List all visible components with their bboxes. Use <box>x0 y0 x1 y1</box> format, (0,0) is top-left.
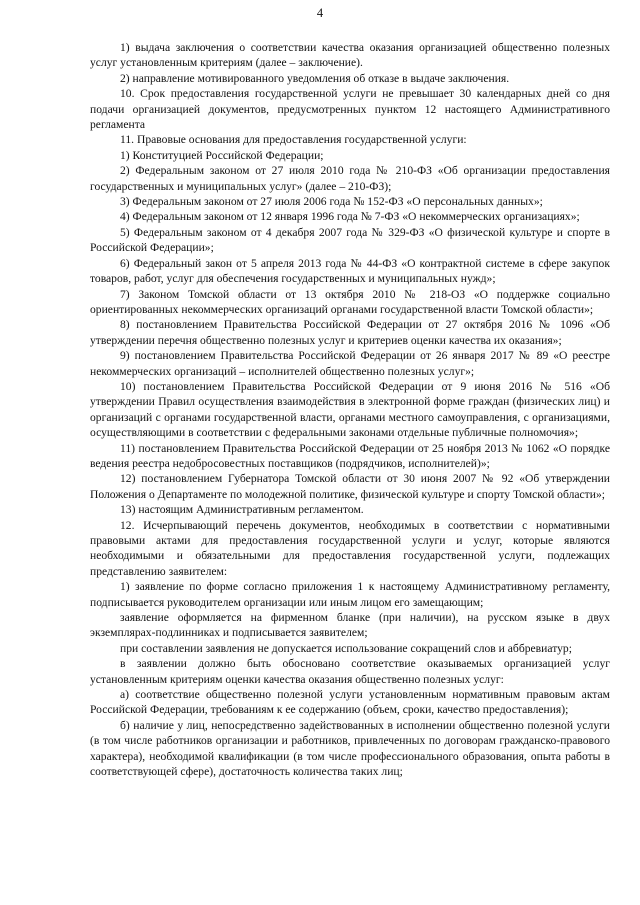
paragraph-8: 4) Федеральным законом от 12 января 1996 года № 7-ФЗ «О некоммерческих организациях»; <box>120 210 580 224</box>
paragraph-7: 3) Федеральным законом от 27 июля 2006 года № 152-ФЗ «О персональных данных»; <box>120 195 543 209</box>
paragraph-6: 2) Федеральным законом от 27 июля 2010 года № 210-ФЗ «Об организации предоставления государственных и муниципальных услуг» (далее – 210-ФЗ); <box>90 164 610 193</box>
paragraph-16: 12) постановлением Губернатора Томской области от 30 июня 2007 № 92 «Об утверждении Положения о Департаменте по молодежной политике, физической культуре и спорту Томской области»; <box>90 472 610 501</box>
paragraph-14: 10) постановлением Правительства Российской Федерации от 9 июня 2016 № 516 «Об утверждении Правил осуществления взаимодействия в электронной форме граждан (физических лиц) и организаций с органами государственной власти, органами местного самоуправления, с организациями, осуществляющими в соответствии с федеральными законами отдельные публичные полномочия»; <box>90 379 610 440</box>
paragraph-5: 1) Конституцией Российской Федерации; <box>120 148 324 162</box>
document-body <box>90 40 610 780</box>
paragraph-3: 10. Срок предоставления государственной услуги не превышает 30 календарных дней со дня подачи организацией документов, предусмотренных пунктом 12 настоящего Административного регламента <box>90 87 610 132</box>
paragraph-20: заявление оформляется на фирменном бланке (при наличии), на русском языке в двух экземплярах-подлинниках и подписывается заявителем; <box>90 611 610 640</box>
paragraph-22: в заявлении должно быть обосновано соответствие оказываемых организацией услуг установленным критериям оценки качества оказания общественно полезных услуг: <box>90 657 610 686</box>
paragraph-13: 9) постановлением Правительства Российской Федерации от 26 января 2017 № 89 «О реестре некоммерческих организаций – исполнителей общественно полезных услуг»; <box>90 349 610 378</box>
paragraph-10: 6) Федеральный закон от 5 апреля 2013 года № 44-ФЗ «О контрактной системе в сфере закупок товаров, работ, услуг для обеспечения государственных и муниципальных нужд»; <box>90 256 610 286</box>
page-number: 4 <box>316 6 324 20</box>
paragraph-19: 1) заявление по форме согласно приложения 1 к настоящему Административному регламенту, подписывается руководителем организации или иным лицом его замещающим; <box>90 580 610 609</box>
paragraph-2: 2) направление мотивированного уведомления об отказе в выдаче заключения. <box>120 71 510 85</box>
paragraph-11: 7) Законом Томской области от 13 октября 2010 № 218-ОЗ «О поддержке социально ориентированных некоммерческих организаций органами государственной власти Томской области»; <box>90 287 610 316</box>
paragraph-23: а) соответствие общественно полезной услуги установленным нормативным правовым актам Российской Федерации, требованиям к ее содержанию (объем, сроки, качество предоставления); <box>90 688 610 717</box>
paragraph-18: 12. Исчерпывающий перечень документов, необходимых в соответствии с нормативными правовыми актами для предоставления государственной услуги и услуг, которые являются необходимыми и обязательными для предоставления государственной услуги, подлежащих представлению заявителем: <box>90 518 610 578</box>
paragraph-24: б) наличие у лиц, непосредственно задействованных в исполнении общественно полезной услуги (в том числе работников организации и работников, привлеченных по договорам гражданско-правового характера), необходимой квалификации (в том числе профессионального образования, опыта работы в соответствующей сфере), достаточность количества таких лиц; <box>90 718 610 779</box>
paragraph-21: при составлении заявления не допускается использование сокращений слов и аббревиатур; <box>120 641 572 655</box>
paragraph-4: 11. Правовые основания для предоставления государственной услуги: <box>120 133 467 147</box>
paragraph-15: 11) постановлением Правительства Российской Федерации от 25 ноября 2013 № 1062 «О порядке ведения реестра недобросовестных поставщиков (подрядчиков, исполнителей)»; <box>90 441 610 470</box>
paragraph-17: 13) настоящим Административным регламентом. <box>120 503 364 517</box>
paragraph-9: 5) Федеральным законом от 4 декабря 2007 года № 329-ФЗ «О физической культуре и спорте в Российской Федерации»; <box>90 225 610 255</box>
paragraph-1: 1) выдача заключения о соответствии качества оказания организацией общественно полезных услуг установленным критериям (далее – заключение). <box>90 41 610 70</box>
paragraph-12: 8) постановлением Правительства Российской Федерации от 27 октября 2016 № 1096 «Об утверждении перечня общественно полезных услуг и критериев оценки качества их оказания»; <box>90 318 610 347</box>
